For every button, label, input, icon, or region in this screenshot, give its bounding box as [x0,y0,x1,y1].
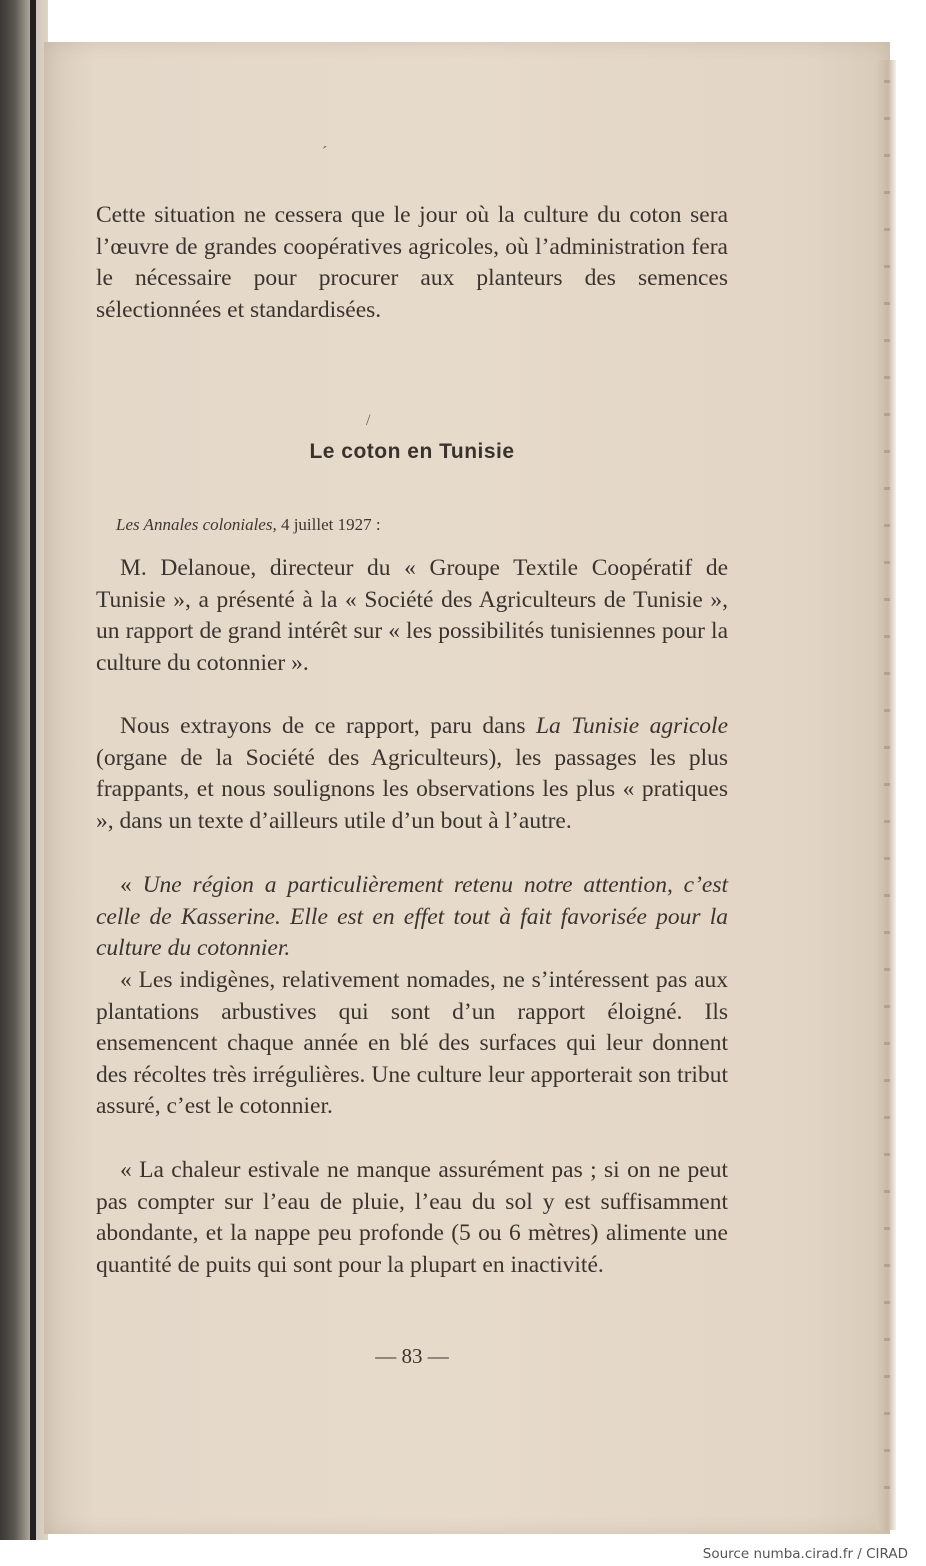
kasserine-italic-text: Une région a particulièrement retenu notre attention, c’est celle de Kasserine. Elle est en effet tout à fait favorisée pour la culture du cotonnier. [96,872,728,962]
quote-mark: « [120,872,143,898]
source-journal: Les Annales coloniales, [116,515,277,534]
source-footer: Source numba.cirad.fr / CIRAD [702,1546,908,1562]
paragraph-delanoue: M. Delanoue, directeur du « Groupe Textile Coopératif de Tunisie », a présenté à la « Société des Agriculteurs de Tunisie », un rapport de grand intérêt sur « les possibilités tunisiennes pour la culture du cotonnier ». [96,555,728,676]
source-citation [116,515,716,535]
paragraph-extraction-after: (organe de la Société des Agriculteurs), les passages les plus frappants, et nous soulignons les observations les plus « pratiques », dans un texte d’ailleurs utile d’un bout à l’autre. [96,744,728,834]
page-number: — 83 — [375,1344,449,1368]
binding-shadow [30,0,36,1540]
paragraph-extraction [96,711,728,837]
section-title: Le coton en Tunisie [309,440,515,463]
paragraph-chaleur: « La chaleur estivale ne manque assurément pas ; si on ne peut pas compter sur l’eau de pluie, l’eau du sol y est suffisamment abondante, et la nappe peu profonde (5 ou 6 mètres) alimente une quantité de puits qui sont pour la plupart en inactivité. [96,1157,728,1278]
paragraph-extraction-before: Nous extrayons de ce rapport, paru dans [120,713,536,739]
paragraph-intro: Cette situation ne cessera que le jour où la culture du coton sera l’œuvre de grandes coopératives agricoles, où l’administration fera le nécessaire pour procurer aux planteurs des semences sélectionnées et standardisées. [96,202,728,323]
ink-smudge: ˊ [322,144,328,161]
paragraph-indigenes: « Les indigènes, relativement nomades, ne s’intéressent pas aux plantations arbustives qui sont d’un rapport éloigné. Ils ensemencent chaque année en blé des surfaces qui leur donnent des récoltes très irrégulières. Une culture leur apporterait son tribut assuré, c’est le cotonnier. [96,967,728,1120]
ink-smudge: / [366,412,371,429]
source-date: 4 juillet 1927 : [280,515,381,534]
page-edge-marks [884,80,890,1500]
publication-title: La Tunisie agricole [535,713,728,739]
book-binding-edge [0,0,48,1540]
paragraph-kasserine [96,870,728,965]
